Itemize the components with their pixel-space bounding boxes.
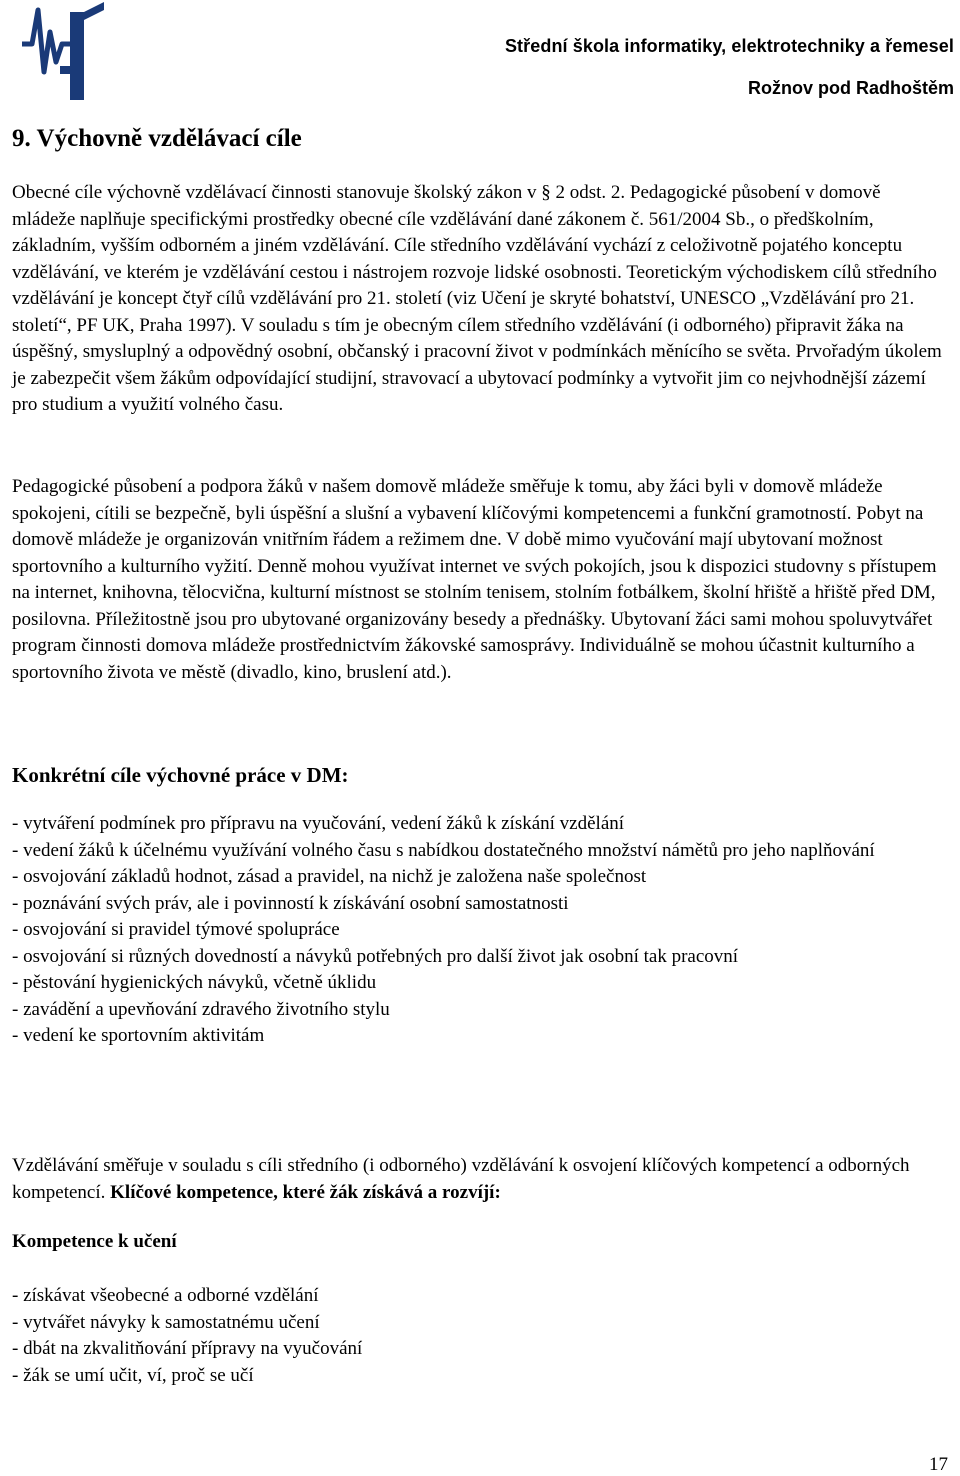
list-item: - pěstování hygienických návyků, včetně úklidu [12,972,377,993]
list-item: - osvojování si různých dovedností a návyků potřebných pro další život jak osobní tak pracovní [12,945,739,967]
competence-heading: Kompetence k učení [12,1231,177,1252]
list-item: - vedení ke sportovním aktivitám [12,1025,265,1046]
paragraph-key-competences [12,1153,948,1206]
paragraph-key-competences-text: Vzdělávání směřuje v souladu s cíli středního (i odborného) vzdělávání k osvojení klíčových kompetencí a odborných kompetencí. [12,1155,910,1203]
paragraph-general-goals: Obecné cíle výchovně vzdělávací činnosti stanovuje školský zákon v § 2 odst. 2. Pedagogické působení v domově mládeže naplňuje specifickými prostředky obecné cíle vzdělávání dané zákonem č. 561/2004 Sb., o předškolním, základním, vyšším odborném a jiném vzdělávání. Cíle středního vzdělávání vychází z celoživotně pojatého konceptu vzdělávání, ve kterém je vzdělávání cestou i nástrojem rozvoje lidské osobnosti. Teoretickým východiskem cílů středního vzdělávání je koncept čtyř cílů vzdělávání pro 21. století (viz Učení je skryté bohatství, UNESCO „Vzdělávání pro 21. století“, PF UK, Praha 1997). V souladu s tím je obecným cílem středního vzdělávání (i odborného) připravit žáka na úspěšný, smysluplný a odpovědný osobní, občanský i pracovní život v podmínkách měnícího se světa. Prvořadým úkolem je zabezpečit všem žákům odpovídající studijní, stravovací a ubytovací podmínky a vytvořit jim co nejvhodnější zázemí pro studium a využití volného času. [12,182,942,415]
list-item: - vedení žáků k účelnému využívání volného času s nabídkou dostatečného množství námětů pro jeho naplňování [12,839,875,861]
paragraph-key-competences-emphasis: Klíčové kompetence, které žák získává a rozvíjí: [110,1181,501,1203]
list-item: - získávat všeobecné a odborné vzdělání [12,1285,319,1306]
list-item: - zavádění a upevňování zdravého životního stylu [12,998,390,1020]
page-number: 17 [929,1454,948,1475]
list-item: - žák se umí učit, ví, proč se učí [12,1364,254,1386]
list-item: - osvojování si pravidel týmové spolupráce [12,919,340,940]
list-item: - vytvářet návyky k samostatnému učení [12,1311,320,1333]
paragraph-pedagogical-support: Pedagogické působení a podpora žáků v našem domově mládeže směřuje k tomu, aby žáci byli v domově mládeže spokojeni, cítili se bezpečně, byli úspěšní a slušní a vybavení klíčovými kompetencemi a funkční gramotností. Pobyt na domově mládeže je organizován vnitřním řádem a režimem dne. V době mimo vyučování mají ubytovaní možnost sportovního a kulturního vyžití. Denně mohou využívat internet ve svých pokojích, jsou k dispozici studovny s přístupem na internet, knihovna, tělocvična, kulturní místnost se stolním tenisem, stolním fotbálkem, školní hřiště a hřiště před DM, posilovna. Příležitostně jsou pro ubytované organizovány besedy a přednášky. Ubytovaní žáci sami mohou spoluvytvářet program činnosti domova mládeže prostřednictvím žákovské samosprávy. Individuálně se mohou účastnit kulturního a sportovního života ve městě (divadlo, kino, bruslení atd.). [12,476,937,683]
school-city: Rožnov pod Radhoštěm [748,78,954,98]
list-item: - poznávání svých práv, ale i povinností k získávání osobní samostatnosti [12,892,569,914]
list-item: - vytváření podmínek pro přípravu na vyučování, vedení žáků k získání vzdělání [12,813,625,834]
list-item: - dbát na zkvalitňování přípravy na vyučování [12,1338,363,1359]
goals-list [12,811,942,1050]
school-logo-icon [22,2,122,102]
school-name: Střední škola informatiky, elektrotechniky a řemesel [504,36,954,56]
section-title: 9. Výchovně vzdělávací cíle [12,125,302,152]
competence-list [12,1283,942,1389]
list-item: - osvojování základů hodnot, zásad a pravidel, na nichž je založena naše společnost [12,866,647,887]
subheading-specific-goals: Konkrétní cíle výchovné práce v DM: [12,763,349,787]
